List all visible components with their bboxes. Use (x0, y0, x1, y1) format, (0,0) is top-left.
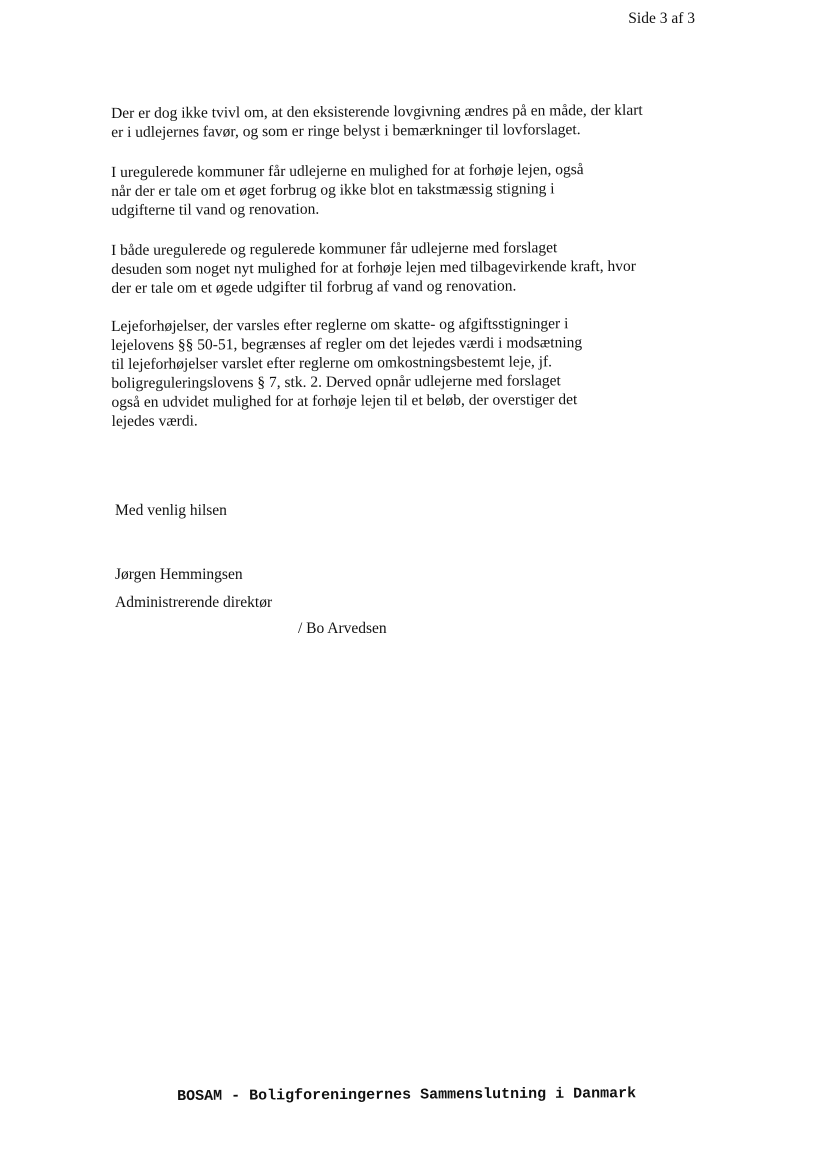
text-line: desuden som noget nyt mulighed for at forhøje lejen med tilbagevirkende kraft, hvor (111, 257, 636, 278)
text-line: I uregulerede kommuner får udlejerne en mulighed for at forhøje lejen, også (111, 161, 584, 181)
signatory-name: Jørgen Hemmingsen (115, 566, 243, 583)
closing-greeting: Med venlig hilsen (115, 502, 227, 519)
text-line: når der er tale om et øget forbrug og ikke blot en takstmæssig stigning i (111, 180, 555, 200)
text-line: der er tale om et øgede udgifter til forbrug af vand og renovation. (111, 277, 517, 297)
text-line: lejedes værdi. (111, 412, 198, 430)
signatory-title: Administrerende direktør (115, 594, 273, 611)
text-line: boligreguleringslovens § 7, stk. 2. Derved opnår udlejerne med forslaget (111, 372, 561, 392)
author-initials: / Bo Arvedsen (298, 620, 387, 637)
text-line: lejelovens §§ 50-51, begrænses af regler om det lejedes værdi i modsætning (111, 334, 583, 354)
paragraph-1 (111, 101, 643, 142)
paragraph-4 (111, 314, 583, 431)
page-number: Side 3 af 3 (628, 10, 695, 27)
footer-organization: BOSAM - Boligforeningernes Sammenslutning i Danmark (177, 1085, 637, 1105)
text-line: til lejeforhøjelser varslet efter reglerne om omkostningsbestemt leje, jf. (111, 353, 553, 373)
text-line: I både uregulerede og regulerede kommuner får udlejerne med forslaget (111, 239, 558, 259)
paragraph-2 (111, 160, 584, 220)
text-line: Der er dog ikke tvivl om, at den eksisterende lovgivning ændres på en måde, der klart (111, 101, 643, 122)
paragraph-3 (111, 238, 636, 298)
text-line: er i udlejernes favør, og som er ringe belyst i bemærkninger til lovforslaget. (111, 121, 581, 141)
text-line: også en udvidet mulighed for at forhøje lejen til et beløb, der overstiger det (111, 391, 578, 411)
text-line: udgifterne til vand og renovation. (111, 200, 320, 219)
text-line: Lejeforhøjelser, der varsles efter reglerne om skatte- og afgiftsstigninger i (111, 315, 569, 335)
